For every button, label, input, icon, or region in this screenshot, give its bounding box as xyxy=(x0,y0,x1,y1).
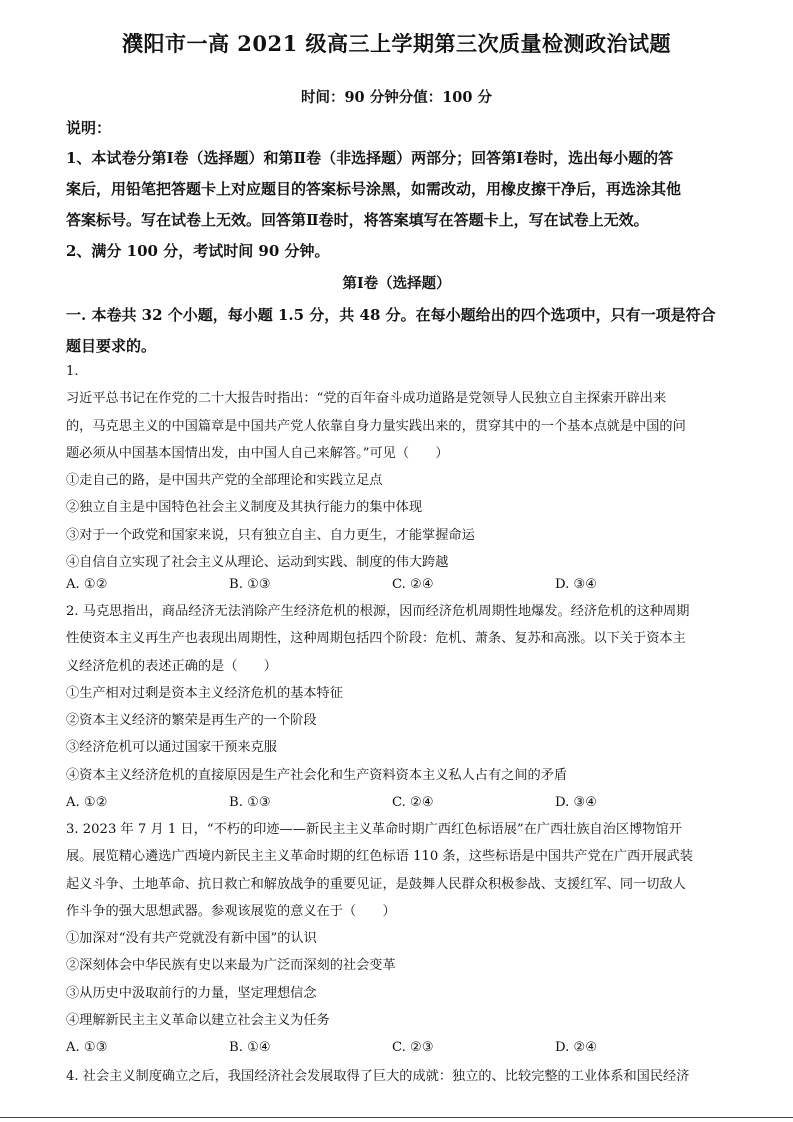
question-stem-line: 4. 社会主义制度确立之后，我国经济社会发展取得了巨大的成就：独立的、比较完整的工业体系和国民经济 xyxy=(66,1069,690,1084)
statement: ②资本主义经济的繁荣是再生产的一个阶段 xyxy=(66,713,317,729)
instructions-label: 说明： xyxy=(66,119,112,137)
question-stem-line: 作斗争的强大思想武器。参观该展览的意义在于（ ） xyxy=(66,903,396,919)
option-d[interactable]: D. ②④ xyxy=(555,1040,598,1055)
question-number: 1. xyxy=(66,364,79,379)
question-2 xyxy=(66,598,734,789)
statement: ①生产相对过剩是资本主义经济危机的基本特征 xyxy=(66,685,343,701)
question-stem-line: 习近平总书记在作党的二十大报告时指出：“党的百年奋斗成功道路是党领导人民独立自主探索开辟出来 xyxy=(66,391,667,407)
statement: ③从历史中汲取前行的力量，坚定理想信念 xyxy=(66,985,317,1001)
option-d[interactable]: D. ③④ xyxy=(555,795,598,810)
section-title: 第Ⅰ卷（选择题） xyxy=(342,275,451,292)
statement: ②独立自主是中国特色社会主义制度及其执行能力的集中体现 xyxy=(66,500,423,516)
section-desc-line: 题目要求的。 xyxy=(66,337,157,355)
question-stem-line: 2. 马克思指出，商品经济无法消除产生经济危机的根源，因而经济危机周期性地爆发。经济危机的这种周期 xyxy=(66,604,690,619)
question-3-options xyxy=(66,1040,734,1064)
statement: ④理解新民主主义革命以建立社会主义为任务 xyxy=(66,1013,330,1029)
option-b[interactable]: B. ①③ xyxy=(229,577,271,592)
statement: ②深刻体会中华民族有史以来最为广泛而深刻的社会变革 xyxy=(66,958,396,974)
instruction-item-2: 2、满分 100 分，考试时间 90 分钟。 xyxy=(66,242,330,260)
section-desc-line: 一. 本卷共 32 个小题，每小题 1.5 分，共 48 分。在每小题给出的四个选项中，只有一项是符合 xyxy=(66,306,716,324)
page-bottom-rule xyxy=(0,1117,793,1118)
question-stem-line: 义经济危机的表述正确的是（ ） xyxy=(66,658,277,674)
instruction-line: 1、本试卷分第Ⅰ卷（选择题）和第Ⅱ卷（非选择题）两部分；回答第Ⅰ卷时，选出每小题的答 xyxy=(66,149,674,167)
option-d[interactable]: D. ③④ xyxy=(555,577,598,592)
option-a[interactable]: A. ①② xyxy=(66,795,108,810)
question-stem-line: 性使资本主义再生产也表现出周期性，这种周期包括四个阶段：危机、萧条、复苏和高涨。以下关于资本主 xyxy=(66,631,686,647)
statement: ①加深对“没有共产党就没有新中国”的认识 xyxy=(66,931,317,947)
instruction-line: 答案标号。写在试卷上无效。回答第Ⅱ卷时，将答案填写在答题卡上，写在试卷上无效。 xyxy=(66,211,649,229)
section-description xyxy=(66,300,734,362)
option-c[interactable]: C. ②④ xyxy=(392,795,434,810)
question-3 xyxy=(66,816,734,1034)
time-score-info: 时间：90 分钟分值：100 分 xyxy=(300,89,493,106)
option-b[interactable]: B. ①④ xyxy=(229,1040,271,1055)
question-stem-line: 起义斗争、土地革命、抗日救亡和解放战争的重要见证，是鼓舞人民群众积极参战、支援红军、同一切敌人 xyxy=(66,876,686,892)
option-a[interactable]: A. ①② xyxy=(66,577,108,592)
instruction-item-1 xyxy=(66,143,734,236)
statement: ①走自己的路，是中国共产党的全部理论和实践立足点 xyxy=(66,473,383,489)
option-c[interactable]: C. ②③ xyxy=(392,1040,434,1055)
question-4 xyxy=(66,1063,734,1090)
question-1 xyxy=(66,358,734,576)
option-b[interactable]: B. ①③ xyxy=(229,795,271,810)
question-stem-line: 3. 2023 年 7 月 1 日，“不朽的印迹——新民主主义革命时期广西红色标语展”在广西壮族自治区博物馆开 xyxy=(66,822,682,837)
question-stem-line: 题必须从中国基本国情出发，由中国人自己来解答。”可见（ ） xyxy=(66,445,449,461)
option-a[interactable]: A. ①③ xyxy=(66,1040,108,1055)
option-c[interactable]: C. ②④ xyxy=(392,577,434,592)
statement: ③对于一个政党和国家来说，只有独立自主、自力更生，才能掌握命运 xyxy=(66,527,475,543)
statement: ③经济危机可以通过国家干预来克服 xyxy=(66,740,277,756)
page-title: 濮阳市一高 2021 级高三上学期第三次质量检测政治试题 xyxy=(121,31,672,56)
statement: ④资本主义经济危机的直接原因是生产社会化和生产资料资本主义私人占有之间的矛盾 xyxy=(66,767,568,783)
instruction-line: 案后，用铅笔把答题卡上对应题目的答案标号涂黑，如需改动，用橡皮擦干净后，再选涂其他 xyxy=(66,180,682,198)
statement: ④自信自立实现了社会主义从理论、运动到实践、制度的伟大跨越 xyxy=(66,555,449,571)
question-stem-line: 的，马克思主义的中国篇章是中国共产党人依靠自身力量实践出来的，贯穿其中的一个基本点就是中国的问 xyxy=(66,418,686,434)
question-stem-line: 展。展览精心遴选广西境内新民主主义革命时期的红色标语 110 条，这些标语是中国共产党在广西开展武装 xyxy=(66,849,693,865)
